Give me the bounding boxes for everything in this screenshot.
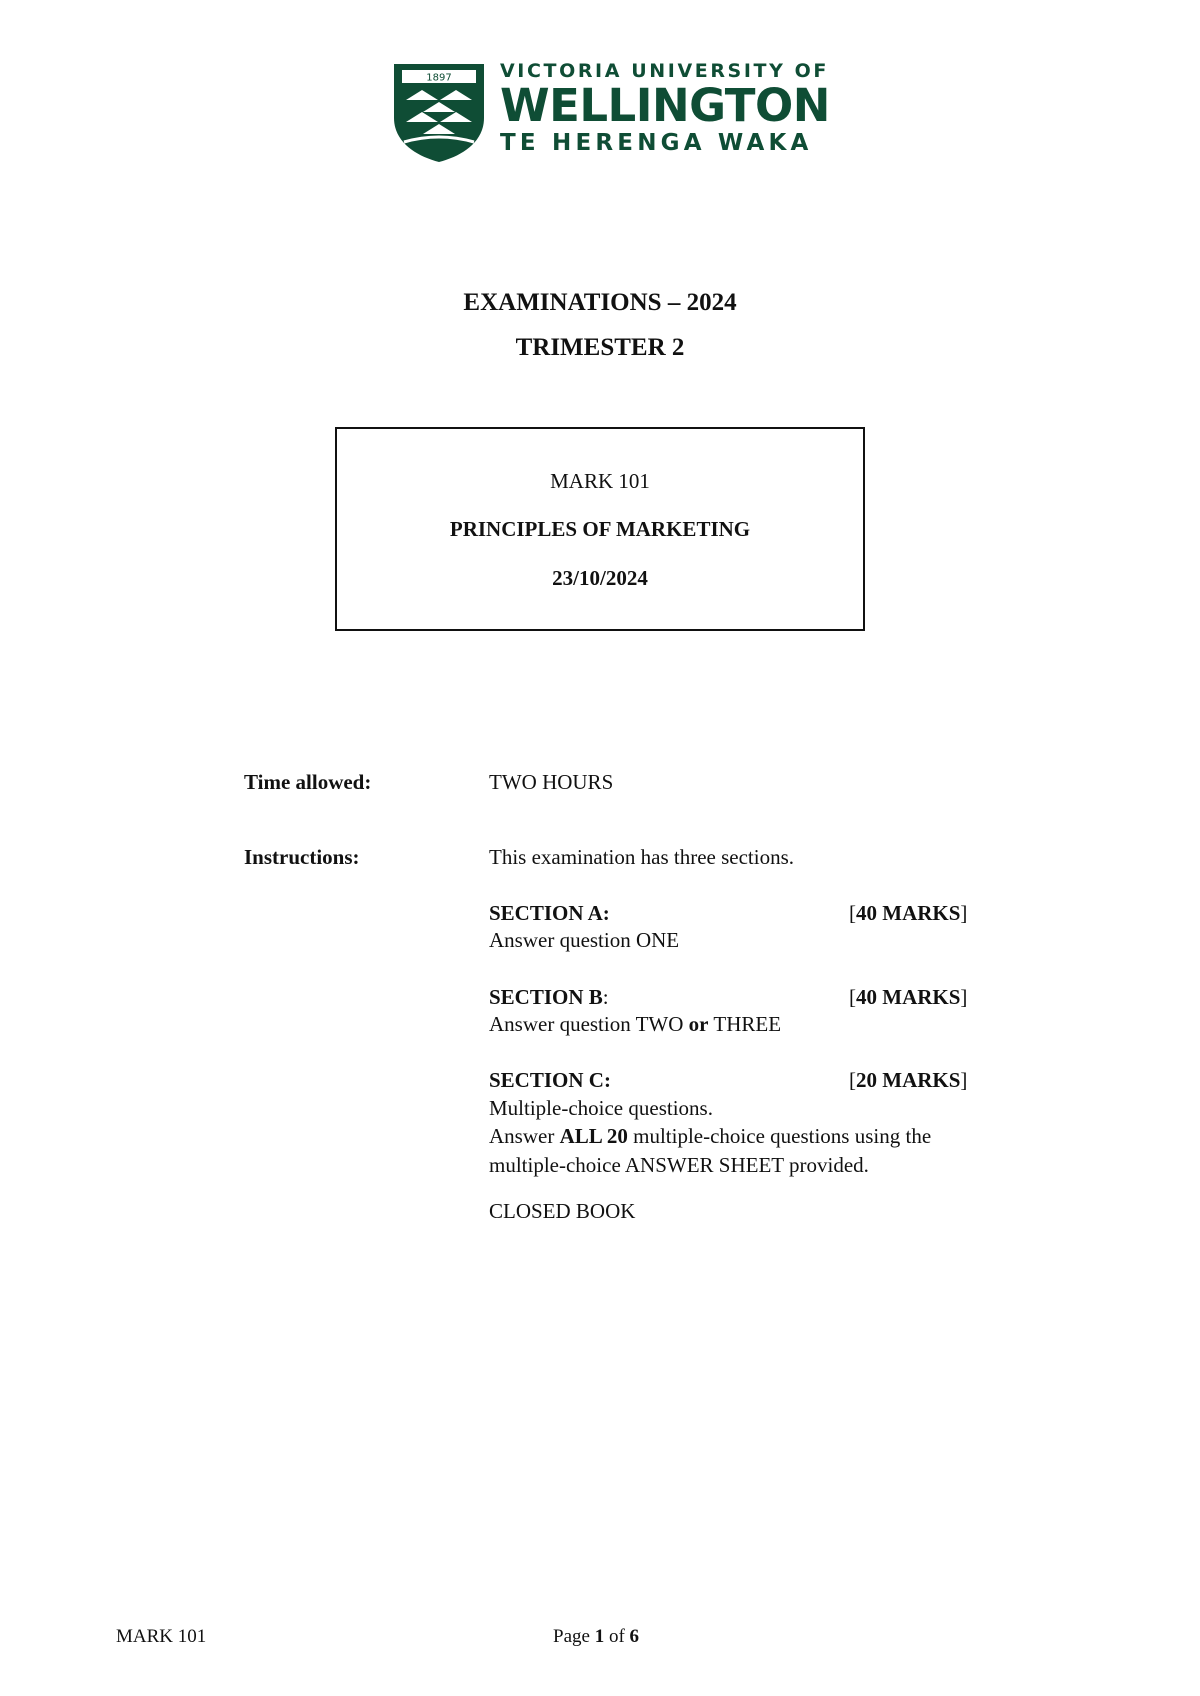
closed-book-note: CLOSED BOOK: [489, 1199, 636, 1223]
time-allowed-value: TWO HOURS: [489, 770, 614, 794]
exam-trimester: TRIMESTER 2: [515, 334, 685, 361]
section-a-marks: [40 MARKS]: [849, 901, 968, 925]
section-b-title: SECTION B:: [489, 985, 609, 1009]
section-b-marks: [40 MARKS]: [849, 985, 968, 1009]
logo-line-wellington: WELLINGTON: [500, 79, 830, 132]
section-a-instruction: Answer question ONE: [489, 928, 680, 952]
exam-date: 23/10/2024: [552, 566, 648, 590]
footer-course-code: MARK 101: [116, 1626, 207, 1647]
logo-wordmark: [500, 60, 830, 156]
section-c-line-1: Multiple-choice questions.: [489, 1096, 713, 1120]
footer-page-number: Page 1 of 6: [553, 1626, 640, 1647]
shield-crest-icon: [390, 60, 488, 164]
time-allowed-label: Time allowed:: [244, 770, 372, 794]
section-c-title: SECTION C:: [489, 1068, 611, 1092]
course-info-box: [335, 427, 865, 631]
university-logo: [390, 60, 830, 165]
section-c-marks: [20 MARKS]: [849, 1068, 968, 1092]
exam-title: EXAMINATIONS – 2024: [463, 289, 737, 316]
section-c-line-2: Answer ALL 20 multiple-choice questions using the: [489, 1124, 932, 1148]
logo-line-victoria: VICTORIA UNIVERSITY OF: [500, 60, 829, 82]
logo-line-te-herenga-waka: TE HERENGA WAKA: [500, 130, 813, 156]
logo-year: 1897: [426, 72, 452, 84]
course-name: PRINCIPLES OF MARKETING: [449, 517, 751, 541]
instructions-label: Instructions:: [244, 845, 360, 869]
instructions-intro: This examination has three sections.: [489, 845, 795, 869]
section-c-line-3: multiple-choice ANSWER SHEET provided.: [489, 1153, 869, 1177]
section-a-title: SECTION A:: [489, 901, 610, 925]
section-b-instruction: Answer question TWO or THREE: [489, 1012, 782, 1036]
course-code: MARK 101: [550, 469, 650, 493]
